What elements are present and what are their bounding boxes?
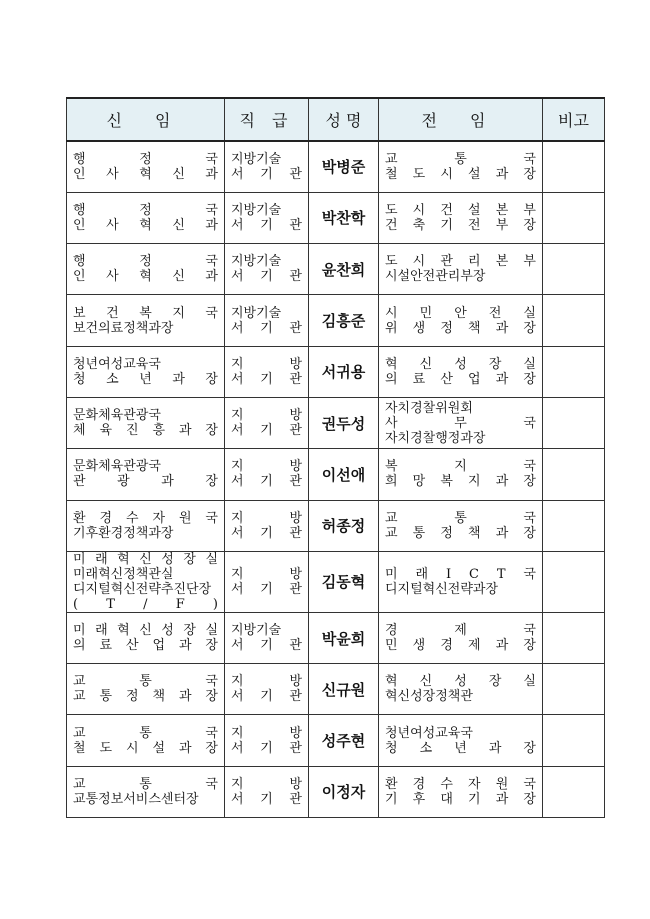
grade-cell — [225, 551, 309, 612]
remark-cell — [543, 612, 605, 663]
new-post-cell-line: 관 광 과 장 — [73, 474, 218, 490]
person-name: 성주현 — [309, 715, 379, 766]
table-row — [67, 766, 605, 817]
grade-cell-line: 서 기 관 — [231, 791, 302, 807]
prev-post-cell-line: 교 통 국 — [385, 510, 536, 526]
remark-cell — [543, 141, 605, 192]
person-name: 김동혁 — [309, 551, 379, 612]
prev-post-cell-line: 복 지 국 — [385, 459, 536, 475]
prev-post-cell — [379, 346, 543, 397]
table-row — [67, 397, 605, 448]
grade-cell-line: 지 방 — [231, 356, 302, 372]
person-name: 박윤희 — [309, 612, 379, 663]
prev-post-cell — [379, 141, 543, 192]
new-post-cell — [67, 141, 225, 192]
prev-post-cell-line: 도 시 건 설 본 부 — [385, 202, 536, 218]
new-post-cell-line: 기후환경정책과장 — [73, 525, 174, 541]
prev-post-cell-line: 건 축 기 전 부 장 — [385, 217, 536, 233]
new-post-cell-line: 청 소 년 과 장 — [73, 371, 218, 387]
prev-post-cell-line: 의 료 산 업 과 장 — [385, 371, 536, 387]
prev-post-cell — [379, 664, 543, 715]
new-post-cell-line: ( T / F ) — [73, 596, 218, 612]
new-post-cell-line: 인 사 혁 신 과 — [73, 217, 218, 233]
new-post-cell — [67, 346, 225, 397]
grade-cell-line: 서 기 관 — [231, 269, 302, 285]
table-row — [67, 715, 605, 766]
remark-cell — [543, 500, 605, 551]
new-post-cell-line: 문화체육관광국 — [73, 408, 161, 424]
prev-post-cell-line: 교 통 국 — [385, 151, 536, 167]
new-post-cell — [67, 192, 225, 243]
remark-cell — [543, 346, 605, 397]
person-name: 신규원 — [309, 664, 379, 715]
remark-cell — [543, 715, 605, 766]
grade-cell-line: 서 기 관 — [231, 740, 302, 756]
remark-cell — [543, 551, 605, 612]
remark-cell — [543, 295, 605, 346]
new-post-cell-line: 행 정 국 — [73, 202, 218, 218]
person-name: 박병준 — [309, 141, 379, 192]
new-post-cell — [67, 766, 225, 817]
grade-cell — [225, 192, 309, 243]
prev-post-cell-line: 환 경 수 자 원 국 — [385, 776, 536, 792]
grade-cell — [225, 612, 309, 663]
new-post-cell — [67, 500, 225, 551]
prev-post-cell-line: 시 민 안 전 실 — [385, 305, 536, 321]
personnel-table — [66, 97, 605, 818]
prev-post-cell-line: 위 생 정 책 과 장 — [385, 320, 536, 336]
person-name: 권두성 — [309, 397, 379, 448]
header-prev-post: 전 임 — [379, 98, 543, 141]
new-post-cell-line: 문화체육관광국 — [73, 459, 161, 475]
prev-post-cell-line: 혁 신 성 장 실 — [385, 674, 536, 690]
grade-cell-line: 서 기 관 — [231, 217, 302, 233]
prev-post-cell-line: 자치경찰위원회 — [385, 400, 473, 416]
table-row — [67, 141, 605, 192]
new-post-cell-line: 행 정 국 — [73, 254, 218, 270]
prev-post-cell-line: 도 시 관 리 본 부 — [385, 254, 536, 270]
grade-cell-line: 서 기 관 — [231, 166, 302, 182]
new-post-cell — [67, 244, 225, 295]
header-remark: 비고 — [543, 98, 605, 141]
header-new-post: 신 임 — [67, 98, 225, 141]
table-row — [67, 295, 605, 346]
new-post-cell-line: 디지털혁신전략추진단장 — [73, 581, 212, 597]
prev-post-cell-line: 사 무 국 — [385, 415, 536, 431]
person-name: 이정자 — [309, 766, 379, 817]
grade-cell — [225, 295, 309, 346]
prev-post-cell — [379, 295, 543, 346]
person-name: 이선애 — [309, 449, 379, 500]
person-name: 서귀용 — [309, 346, 379, 397]
new-post-cell — [67, 715, 225, 766]
grade-cell — [225, 766, 309, 817]
prev-post-cell-line: 시설안전관리부장 — [385, 269, 486, 285]
prev-post-cell — [379, 449, 543, 500]
new-post-cell-line: 인 사 혁 신 과 — [73, 166, 218, 182]
grade-cell-line: 서 기 관 — [231, 638, 302, 654]
remark-cell — [543, 664, 605, 715]
prev-post-cell-line: 기 후 대 기 과 장 — [385, 791, 536, 807]
grade-cell-line: 지 방 — [231, 674, 302, 690]
new-post-cell-line: 교 통 국 — [73, 776, 218, 792]
new-post-cell — [67, 551, 225, 612]
new-post-cell-line: 교 통 정 책 과 장 — [73, 689, 218, 705]
grade-cell-line: 지방기술 — [231, 254, 282, 270]
grade-cell-line: 서 기 관 — [231, 423, 302, 439]
prev-post-cell-line: 희 망 복 지 과 장 — [385, 474, 536, 490]
grade-cell — [225, 397, 309, 448]
person-name: 박찬학 — [309, 192, 379, 243]
new-post-cell-line: 교통정보서비스센터장 — [73, 791, 199, 807]
grade-cell — [225, 500, 309, 551]
new-post-cell-line: 미 래 혁 신 성 장 실 — [73, 623, 218, 639]
grade-cell-line: 지방기술 — [231, 151, 282, 167]
header-grade: 직 급 — [225, 98, 309, 141]
grade-cell-line: 서 기 관 — [231, 581, 302, 597]
table-row — [67, 500, 605, 551]
grade-cell-line: 지 방 — [231, 408, 302, 424]
new-post-cell-line: 교 통 국 — [73, 674, 218, 690]
grade-cell — [225, 244, 309, 295]
prev-post-cell — [379, 192, 543, 243]
new-post-cell-line: 인 사 혁 신 과 — [73, 269, 218, 285]
grade-cell-line: 지 방 — [231, 510, 302, 526]
table-row — [67, 551, 605, 612]
new-post-cell-line: 환 경 수 자 원 국 — [73, 510, 218, 526]
header-row — [67, 98, 605, 141]
new-post-cell-line: 의 료 산 업 과 장 — [73, 638, 218, 654]
prev-post-cell-line: 미 래 I C T 국 — [385, 566, 536, 582]
prev-post-cell — [379, 244, 543, 295]
new-post-cell — [67, 397, 225, 448]
grade-cell-line: 서 기 관 — [231, 371, 302, 387]
grade-cell — [225, 715, 309, 766]
grade-cell-line: 서 기 관 — [231, 474, 302, 490]
grade-cell-line: 지방기술 — [231, 305, 282, 321]
prev-post-cell-line: 혁신성장정책관 — [385, 689, 473, 705]
grade-cell-line: 서 기 관 — [231, 320, 302, 336]
new-post-cell-line: 교 통 국 — [73, 725, 218, 741]
remark-cell — [543, 397, 605, 448]
grade-cell-line: 지방기술 — [231, 202, 282, 218]
prev-post-cell-line: 교 통 정 책 과 장 — [385, 525, 536, 541]
table-row — [67, 612, 605, 663]
prev-post-cell — [379, 500, 543, 551]
prev-post-cell — [379, 612, 543, 663]
prev-post-cell — [379, 397, 543, 448]
grade-cell-line: 지 방 — [231, 725, 302, 741]
prev-post-cell-line: 자치경찰행정과장 — [385, 430, 486, 446]
table-row — [67, 449, 605, 500]
grade-cell-line: 지 방 — [231, 566, 302, 582]
new-post-cell-line: 보건의료정책과장 — [73, 320, 174, 336]
table-row — [67, 664, 605, 715]
grade-cell — [225, 141, 309, 192]
new-post-cell — [67, 295, 225, 346]
new-post-cell-line: 미래혁신정책관실 — [73, 566, 174, 582]
new-post-cell-line: 철 도 시 설 과 장 — [73, 740, 218, 756]
new-post-cell-line: 미 래 혁 신 성 장 실 — [73, 551, 218, 567]
grade-cell-line: 지 방 — [231, 776, 302, 792]
table-row — [67, 244, 605, 295]
prev-post-cell — [379, 715, 543, 766]
remark-cell — [543, 192, 605, 243]
header-name: 성 명 — [309, 98, 379, 141]
prev-post-cell-line: 디지털혁신전략과장 — [385, 581, 499, 597]
prev-post-cell-line: 혁 신 성 장 실 — [385, 356, 536, 372]
table-body — [67, 141, 605, 818]
grade-cell — [225, 346, 309, 397]
grade-cell-line: 서 기 관 — [231, 525, 302, 541]
new-post-cell-line: 청년여성교육국 — [73, 356, 161, 372]
new-post-cell-line: 체 육 진 흥 과 장 — [73, 423, 218, 439]
prev-post-cell — [379, 766, 543, 817]
remark-cell — [543, 449, 605, 500]
grade-cell-line: 지방기술 — [231, 623, 282, 639]
new-post-cell — [67, 664, 225, 715]
new-post-cell-line: 행 정 국 — [73, 151, 218, 167]
new-post-cell — [67, 449, 225, 500]
prev-post-cell-line: 철 도 시 설 과 장 — [385, 166, 536, 182]
table-row — [67, 192, 605, 243]
person-name: 윤찬희 — [309, 244, 379, 295]
grade-cell — [225, 664, 309, 715]
new-post-cell — [67, 612, 225, 663]
prev-post-cell-line: 청년여성교육국 — [385, 725, 473, 741]
grade-cell-line: 지 방 — [231, 459, 302, 475]
grade-cell-line: 서 기 관 — [231, 689, 302, 705]
remark-cell — [543, 244, 605, 295]
prev-post-cell-line: 청 소 년 과 장 — [385, 740, 536, 756]
person-name: 허종정 — [309, 500, 379, 551]
person-name: 김흥준 — [309, 295, 379, 346]
prev-post-cell-line: 민 생 경 제 과 장 — [385, 638, 536, 654]
grade-cell — [225, 449, 309, 500]
prev-post-cell-line: 경 제 국 — [385, 623, 536, 639]
prev-post-cell — [379, 551, 543, 612]
new-post-cell-line: 보 건 복 지 국 — [73, 305, 218, 321]
table-row — [67, 346, 605, 397]
remark-cell — [543, 766, 605, 817]
